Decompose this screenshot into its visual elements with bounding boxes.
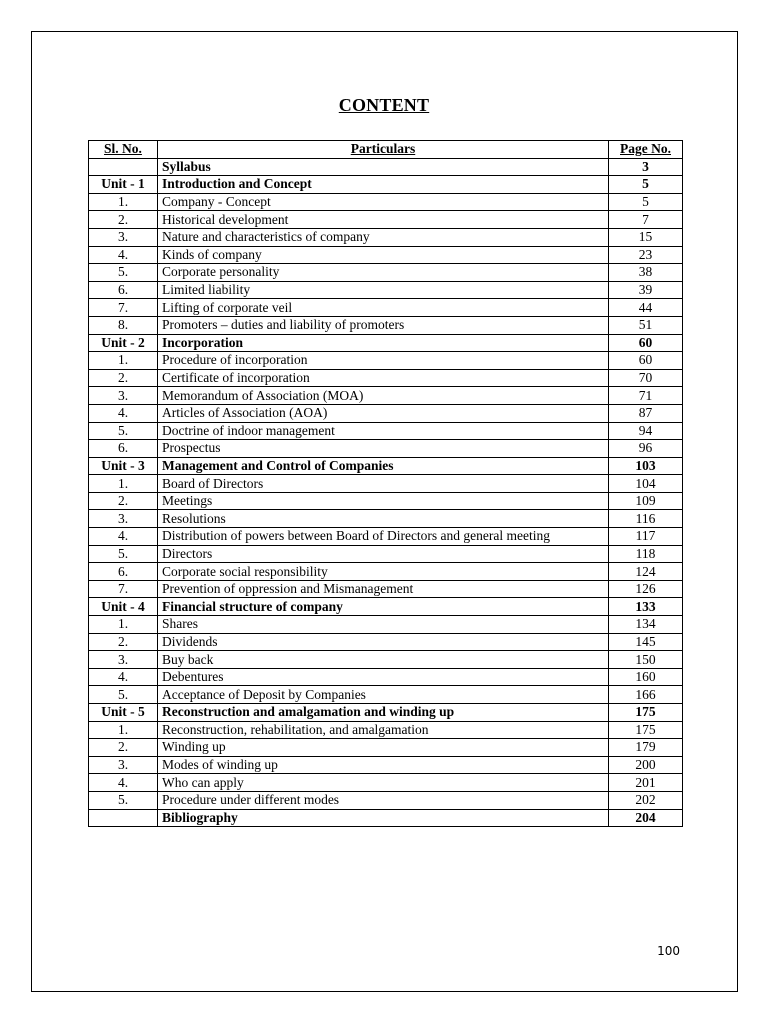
row-sl-no: 5.	[89, 686, 158, 704]
table-row	[89, 528, 683, 546]
row-particulars: Memorandum of Association (MOA)	[158, 387, 609, 405]
table-row	[89, 809, 683, 827]
row-sl-no: 2.	[89, 633, 158, 651]
row-particulars: Articles of Association (AOA)	[158, 404, 609, 422]
table-row	[89, 228, 683, 246]
table-row	[89, 334, 683, 352]
row-page-no: 109	[609, 492, 683, 510]
row-particulars: Company - Concept	[158, 193, 609, 211]
row-page-no: 38	[609, 264, 683, 282]
row-sl-no: 4.	[89, 246, 158, 264]
row-page-no: 103	[609, 457, 683, 475]
row-page-no: 71	[609, 387, 683, 405]
table-row	[89, 299, 683, 317]
row-sl-no: 1.	[89, 193, 158, 211]
row-page-no: 204	[609, 809, 683, 827]
table-row	[89, 721, 683, 739]
row-particulars: Financial structure of company	[158, 598, 609, 616]
row-page-no: 133	[609, 598, 683, 616]
table-row	[89, 281, 683, 299]
row-sl-no: 6.	[89, 563, 158, 581]
row-particulars: Board of Directors	[158, 475, 609, 493]
row-particulars: Incorporation	[158, 334, 609, 352]
row-page-no: 126	[609, 580, 683, 598]
row-sl-no: 4.	[89, 404, 158, 422]
row-page-no: 116	[609, 510, 683, 528]
table-row	[89, 510, 683, 528]
row-particulars: Prevention of oppression and Mismanagement	[158, 580, 609, 598]
row-sl-no: 7.	[89, 580, 158, 598]
table-row	[89, 457, 683, 475]
row-sl-no: 3.	[89, 651, 158, 669]
table-row	[89, 686, 683, 704]
row-particulars: Syllabus	[158, 158, 609, 176]
row-page-no: 96	[609, 440, 683, 458]
table-row	[89, 756, 683, 774]
row-page-no: 117	[609, 528, 683, 546]
row-particulars: Procedure of incorporation	[158, 352, 609, 370]
row-sl-no: 5.	[89, 791, 158, 809]
row-particulars: Kinds of company	[158, 246, 609, 264]
row-page-no: 179	[609, 739, 683, 757]
row-sl-no: 2.	[89, 492, 158, 510]
row-sl-no: 2.	[89, 211, 158, 229]
row-page-no: 104	[609, 475, 683, 493]
row-particulars: Modes of winding up	[158, 756, 609, 774]
row-page-no: 60	[609, 352, 683, 370]
table-row	[89, 545, 683, 563]
row-page-no: 201	[609, 774, 683, 792]
table-row	[89, 563, 683, 581]
table-row	[89, 616, 683, 634]
row-sl-no: 4.	[89, 668, 158, 686]
row-particulars: Corporate social responsibility	[158, 563, 609, 581]
row-particulars: Dividends	[158, 633, 609, 651]
row-page-no: 15	[609, 228, 683, 246]
row-particulars: Nature and characteristics of company	[158, 228, 609, 246]
row-page-no: 175	[609, 704, 683, 722]
row-particulars: Limited liability	[158, 281, 609, 299]
row-page-no: 5	[609, 193, 683, 211]
row-sl-no: 1.	[89, 475, 158, 493]
row-sl-no: 1.	[89, 616, 158, 634]
table-row	[89, 651, 683, 669]
row-sl-no: 6.	[89, 440, 158, 458]
row-sl-no: 6.	[89, 281, 158, 299]
row-particulars: Distribution of powers between Board of Directors and general meeting	[158, 528, 609, 546]
row-page-no: 124	[609, 563, 683, 581]
table-row	[89, 246, 683, 264]
row-particulars: Resolutions	[158, 510, 609, 528]
row-particulars: Buy back	[158, 651, 609, 669]
table-row	[89, 598, 683, 616]
table-row	[89, 492, 683, 510]
row-sl-no: 1.	[89, 352, 158, 370]
row-particulars: Introduction and Concept	[158, 176, 609, 194]
row-particulars: Certificate of incorporation	[158, 369, 609, 387]
row-sl-no: Unit - 2	[89, 334, 158, 352]
contents-table	[88, 140, 683, 827]
row-page-no: 70	[609, 369, 683, 387]
row-sl-no	[89, 809, 158, 827]
table-row	[89, 369, 683, 387]
table-row	[89, 791, 683, 809]
row-page-no: 51	[609, 316, 683, 334]
table-row	[89, 316, 683, 334]
row-sl-no: Unit - 4	[89, 598, 158, 616]
table-row	[89, 404, 683, 422]
row-page-no: 60	[609, 334, 683, 352]
row-sl-no: 7.	[89, 299, 158, 317]
row-particulars: Procedure under different modes	[158, 791, 609, 809]
row-sl-no: 4.	[89, 774, 158, 792]
table-row	[89, 580, 683, 598]
row-particulars: Debentures	[158, 668, 609, 686]
header-sl-no: Sl. No.	[89, 141, 158, 159]
row-page-no: 160	[609, 668, 683, 686]
row-particulars: Winding up	[158, 739, 609, 757]
table-row	[89, 264, 683, 282]
row-particulars: Management and Control of Companies	[158, 457, 609, 475]
page-number: 100	[657, 944, 680, 958]
table-row	[89, 193, 683, 211]
row-particulars: Who can apply	[158, 774, 609, 792]
row-particulars: Reconstruction and amalgamation and winding up	[158, 704, 609, 722]
row-sl-no: 5.	[89, 264, 158, 282]
row-page-no: 5	[609, 176, 683, 194]
row-particulars: Shares	[158, 616, 609, 634]
row-particulars: Historical development	[158, 211, 609, 229]
header-particulars: Particulars	[158, 141, 609, 159]
table-row	[89, 668, 683, 686]
row-page-no: 94	[609, 422, 683, 440]
table-body	[89, 158, 683, 827]
row-sl-no: 5.	[89, 422, 158, 440]
row-particulars: Prospectus	[158, 440, 609, 458]
row-particulars: Reconstruction, rehabilitation, and amalgamation	[158, 721, 609, 739]
table-row	[89, 774, 683, 792]
row-sl-no: 5.	[89, 545, 158, 563]
row-sl-no: 2.	[89, 739, 158, 757]
row-particulars: Bibliography	[158, 809, 609, 827]
table-row	[89, 158, 683, 176]
row-page-no: 118	[609, 545, 683, 563]
page-title: CONTENT	[338, 95, 430, 115]
row-particulars: Doctrine of indoor management	[158, 422, 609, 440]
row-page-no: 134	[609, 616, 683, 634]
table-row	[89, 739, 683, 757]
row-particulars: Directors	[158, 545, 609, 563]
table-row	[89, 422, 683, 440]
row-particulars: Corporate personality	[158, 264, 609, 282]
row-page-no: 145	[609, 633, 683, 651]
row-page-no: 39	[609, 281, 683, 299]
header-page-no: Page No.	[609, 141, 683, 159]
row-page-no: 44	[609, 299, 683, 317]
table-row	[89, 387, 683, 405]
table-row	[89, 440, 683, 458]
row-sl-no: 8.	[89, 316, 158, 334]
row-particulars: Meetings	[158, 492, 609, 510]
row-page-no: 7	[609, 211, 683, 229]
row-sl-no: 3.	[89, 228, 158, 246]
row-page-no: 175	[609, 721, 683, 739]
row-sl-no: 3.	[89, 756, 158, 774]
row-sl-no: 3.	[89, 387, 158, 405]
row-particulars: Acceptance of Deposit by Companies	[158, 686, 609, 704]
row-sl-no: Unit - 3	[89, 457, 158, 475]
row-sl-no: 1.	[89, 721, 158, 739]
row-sl-no: Unit - 1	[89, 176, 158, 194]
row-sl-no: Unit - 5	[89, 704, 158, 722]
table-row	[89, 352, 683, 370]
row-page-no: 200	[609, 756, 683, 774]
row-page-no: 166	[609, 686, 683, 704]
row-page-no: 3	[609, 158, 683, 176]
row-sl-no: 2.	[89, 369, 158, 387]
table-row	[89, 475, 683, 493]
table-header-row	[89, 141, 683, 159]
table-row	[89, 211, 683, 229]
table-row	[89, 633, 683, 651]
row-particulars: Lifting of corporate veil	[158, 299, 609, 317]
table-row	[89, 704, 683, 722]
row-sl-no: 3.	[89, 510, 158, 528]
row-page-no: 150	[609, 651, 683, 669]
row-page-no: 202	[609, 791, 683, 809]
row-particulars: Promoters – duties and liability of promoters	[158, 316, 609, 334]
row-sl-no	[89, 158, 158, 176]
table-row	[89, 176, 683, 194]
row-sl-no: 4.	[89, 528, 158, 546]
row-page-no: 87	[609, 404, 683, 422]
row-page-no: 23	[609, 246, 683, 264]
